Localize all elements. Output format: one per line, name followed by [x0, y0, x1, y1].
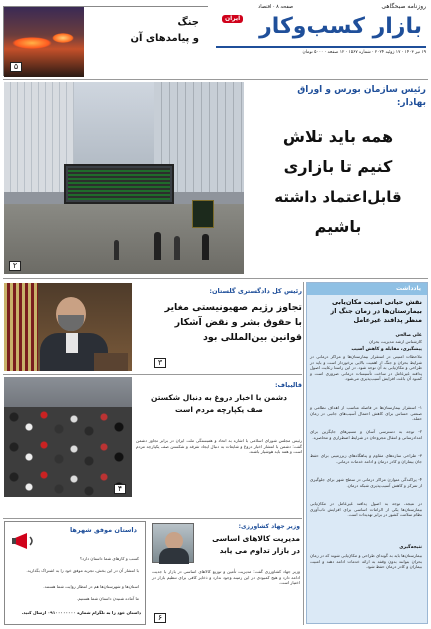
story4: [150, 521, 302, 625]
sidebar-para5: ۴- پراکندگی متوازن مراکز درمانی در سطح شهر برای جلوگیری از تمرکز و کاهش آسیب‌پذیری شبکه درمان.: [310, 477, 422, 488]
story1-page-number: ۲: [9, 261, 21, 271]
story3-kicker: قالیباف:: [274, 381, 302, 389]
masthead-top-line: روزنامه صبحگاهی: [381, 3, 426, 10]
sidebar-para3: ۲- توجه به دسترسی آسان و مسیرهای جایگزین برای امدادرسانی و انتقال مجروحان در شرایط اضطراری و محاصره.: [310, 429, 422, 440]
story1-headline-4: باشیم: [314, 217, 362, 236]
story3-headline-1: دشمن با اخبار دروغ به دنبال شکستن: [150, 393, 288, 402]
masthead-logo: [216, 13, 426, 43]
story3-headline-2: صف یکپارچه مردم است: [175, 405, 263, 414]
story3-page-number: ۴: [114, 484, 126, 494]
story1-text: [250, 84, 426, 274]
story2-page-number: ۳: [154, 358, 166, 368]
sidebar-para1-title: پیشگیری، مقابله و کاهش آسیب: [351, 347, 422, 352]
megaphone-icon: [11, 530, 39, 552]
sidebar-author-role: کارشناس ارشد مدیریت بحران: [369, 339, 422, 344]
top-box-headline-2: و پیامدهای آن: [130, 33, 199, 44]
sidebar-para7: بیمارستان‌ها باید به گونه‌ای طراحی و مکان‌یابی شوند که در زمان بحران بتوانند بدون وقفه به ارائه خدمات ادامه دهند و امنیت بیماران و کادر درمان حفظ شود.: [310, 553, 422, 570]
ad-item-1: کسب و کارهای شما داستان دارد؟: [79, 556, 139, 561]
story2-divider: [3, 374, 302, 375]
masthead-date-line: ۱۹ تیر ۱۴۰۳ · ۱۷ ژوئیه ۲۰۲۴ · شماره ۱۵۶۷ · ۱۲ صفحه · ۵۰۰۰ تومان: [302, 50, 426, 55]
story4-headline-1: مدیریت کالاهای اساسی: [212, 534, 300, 543]
sidebar-para1: ملاحظات امنیتی در استقرار بیمارستان‌ها و مراکز درمانی در شرایط بحران و جنگ از اهمیت بالایی برخوردار است و باید در طراحی و مکان‌یابی به آن توجه شود. در این راستا رعایت اصول پدافند غیرعامل در ساخت تأسیسات درمانی ضروری است و کمبود آن باعث افزایش آسیب‌پذیری می‌شود.: [310, 354, 422, 382]
story2-text: [136, 286, 302, 370]
sidebar-para2: ۱- استقرار بیمارستان‌ها در فاصله مناسب از اهداف نظامی و صنعتی حساس برای کاهش احتمال آسیب‌های جانبی در زمان حمله.: [310, 405, 422, 422]
story2-kicker: رئیس کل دادگستری گلستان:: [209, 287, 302, 295]
story4-page-number: ۶: [154, 613, 166, 623]
story2-headline-1: تجاوز رژیم صهیونیستی مغایر: [164, 302, 302, 313]
story4-body: وزیر جهاد کشاورزی گفت: مدیریت تأمین و توزیع کالاهای اساسی در بازار با جدیت ادامه دارد و هیچ کمبودی در این زمینه وجود ندارد و ذخایر کافی برای تنظیم بازار در اختیار است.: [152, 569, 300, 586]
top-box-headline-1: جنگ: [177, 17, 199, 28]
ad-title: داستان موفق شهرها: [69, 526, 137, 534]
story1-divider: [3, 278, 428, 279]
sidebar: [306, 282, 428, 624]
masthead-logo-sub: ایران: [222, 15, 243, 23]
story3-photo: [4, 377, 132, 497]
story3-text: [136, 380, 302, 496]
top-box-text-area: [84, 7, 209, 77]
masthead-logo-text: بازار کسب‌وکار: [259, 14, 422, 39]
ad-box: [4, 521, 146, 625]
masthead: [214, 4, 428, 60]
story2-headline-3: قوانین بین‌المللی بود: [203, 332, 302, 343]
sidebar-author: علی صالحی: [395, 333, 422, 338]
story2-photo: [4, 283, 163, 371]
sidebar-para6: در نتیجه، توجه به اصول پدافند غیرعامل در مکان‌یابی بیمارستان‌ها یکی از الزامات اساسی برای افزایش تاب‌آوری نظام سلامت کشور در برابر تهدیدات است.: [310, 501, 422, 518]
story3-divider: [3, 518, 302, 519]
sidebar-header: یادداشت: [307, 283, 427, 295]
story3-body: رئیس مجلس شورای اسلامی با اشاره به اتحاد و همبستگی ملت ایران در برابر تجاوز دشمن گفت: دشمن با انتشار اخبار دروغ و شایعات به دنبال ایجاد تفرقه و شکستن صف یکپارچه مردم است و همه باید هوشیار باشند.: [136, 438, 302, 455]
ad-cta: داستان خود را به تلگرام شماره ۰۹۱۰۰۰۰۰۰۰۰ ارسال کنید.: [21, 610, 141, 615]
top-photo-box: [3, 6, 208, 76]
ad-item-4: ما آماده شنیدن داستان شما هستیم.: [76, 596, 139, 601]
ad-item-2: با انتشار آن در این بخش، تجربه موفق خود را به اشتراک بگذارید.: [26, 568, 139, 573]
masthead-top-right: صفحه ۸ · اقتصاد: [258, 4, 294, 10]
sidebar-title: نقش حیاتی امنیت مکان‌یابی بیمارستان‌ها در زمان جنگ از منظر پدافند غیرعامل: [330, 298, 422, 324]
story4-photo: [152, 523, 194, 563]
story1-headline-2: کنیم تا بازاری: [283, 157, 393, 176]
masthead-rule: [216, 46, 426, 48]
story1-headline-3: قابل‌اعتماد داشته: [274, 188, 402, 206]
story2-headline-2: با حقوق بشر و نقض آشکار: [174, 317, 302, 328]
story1-photo: [4, 82, 244, 274]
sidebar-para7-title: نتیجه‌گیری: [399, 545, 422, 550]
story1-kicker-2: بهادار:: [396, 98, 426, 108]
top-divider: [3, 79, 428, 80]
story4-kicker: وزیر جهاد کشاورزی:: [238, 523, 300, 530]
ad-item-3: استان‌ها و شهرستان‌ها هم در انتظار روایت شما هستند.: [43, 584, 139, 589]
top-box-page-number: ۵: [10, 62, 22, 72]
story1-kicker-1: رئیس سازمان بورس و اوراق: [297, 85, 426, 95]
column-divider: [303, 282, 304, 625]
story1-headline-1: همه باید تلاش: [282, 127, 394, 146]
story4-headline-2: در بازار تداوم می یابد: [219, 546, 300, 555]
sidebar-para4: ۳- طراحی سازه‌های مقاوم و پناهگاه‌های زیرزمینی برای حفظ جان بیماران و کادر درمان و ادامه خدمات درمانی.: [310, 453, 422, 464]
